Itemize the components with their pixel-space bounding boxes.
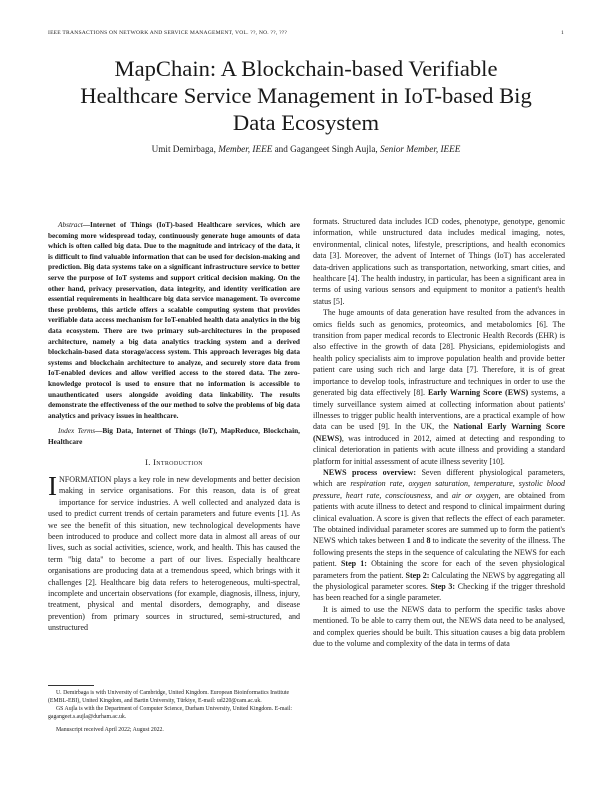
p3-text-g: Calculating the NEWS by aggregating all the physiological parameter scores. — [313, 570, 566, 591]
step-3-label: Step 3: — [430, 582, 456, 591]
footnote-author-2: GS Aujla is with the Department of Computer Science, Durham University, United Kingdom. E-mail: gagangeet.s.aujla@durham.ac.uk. — [48, 706, 292, 720]
intro-smallcaps: NFORMATION — [59, 474, 112, 484]
score-max: 8 — [426, 536, 431, 546]
index-terms-text: —Big Data, Internet of Things (IoT), MapReduce, Blockchain, Healthcare — [48, 426, 300, 446]
section-heading-introduction: I. Introduction — [145, 457, 203, 468]
right-column — [313, 216, 565, 649]
news-term: National Early Warning Score (NEWS) — [313, 422, 565, 443]
author-1-role: Member, IEEE — [218, 144, 273, 154]
p3-text-e: to indicate the severity of the illness. The following presents the steps in the sequence of calculating the NEWS for each patient. — [313, 536, 565, 569]
p3-text-c: , are obtained from patients with acute illness to detect and respond to clinical impairment during clinical evaluation. A score is given that reflects the effect of each parameter. The obtained individual parameter scores are summed up to form the patient's NEWS which takes between — [313, 490, 565, 546]
air-oxygen-italic: air or oxygen — [451, 490, 499, 500]
footnote-rule — [48, 685, 94, 686]
left-column — [48, 220, 300, 634]
abstract — [48, 220, 300, 421]
p3-text-a: Seven different physiological parameters, which are — [313, 467, 566, 489]
right-paragraph-1: formats. Structured data includes ICD codes, phenotype, genotype, genomic information, while unstructured data includes medical imaging, notes, environmental, clinical notes, lifestyle, prescriptions, and health economics data [3]. Moreover, the advent of Internet of Things (IoT) has accelerated data-driven applications such as transportation, networking, smart cities, and healthcare [4]. The health industry, in particular, has been a significant area in terms of using various sensors and equipment to monitor a patient's health status [5]. — [313, 217, 565, 306]
p3-text-d: and — [410, 536, 427, 546]
step-1-label: Step 1: — [340, 559, 367, 569]
author-joiner: and Gagangeet Singh Aujla, — [274, 144, 378, 154]
parameters-italic: respiration rate, oxygen saturation, temperature, systolic blood pressure, heart rate, consciousness, — [313, 479, 565, 500]
p2-tail-2: , was introduced in 2012, aimed at detecting and responding to clinical deterioration in patients with acute illness and providing a standard platform for initial assessment of acute illness severity [10]. — [313, 433, 565, 466]
author-1: Umit Demirbaga, — [151, 144, 216, 154]
p3-text-f: Obtaining the score for each of the seven physiological parameters from the patient. — [313, 559, 565, 580]
author-line — [60, 144, 552, 154]
index-terms — [48, 426, 300, 447]
paper-title: MapChain: A Blockchain-based Verifiable Healthcare Service Management in IoT-based Big Data Ecosystem — [80, 56, 532, 135]
footnote-author-1: U. Demirbaga is with University of Cambridge, United Kingdom. European Bioinformatics Institute (EMBL-EBI), United Kingdom, and Bartin University, Türkiye, E-mail: ud220@cam.ac.uk. — [48, 690, 290, 704]
p2-text: The huge amounts of data generation have resulted from the advances in omics fields such as genomics, proteomics, and metabolomics [6]. The transition from paper medical records to Electronic Health Records (EHR) is also effective in the growth of data [28]. Physicians, epidemiologists and health policy specialists aim to improve population health and provide better patient care using such rich and large data [7]. Therefore, it is of great importance to develop tools, infrastructure and techniques in order to use the generated big data effectively [8]. — [313, 308, 565, 398]
manuscript-note: Manuscript received April 2022; August 2022. — [56, 727, 164, 733]
p3-text-b: and — [432, 490, 452, 500]
abstract-lead: Abstract — [58, 220, 83, 229]
abstract-text: —Internet of Things (IoT)-based Healthcare services, which are becoming more widespread today, continuously generate huge amounts of data which is often called big data. Due to the magnitude and intricacy of the data, it is difficult to find valuable information that can be used for decision-making and prediction. Big data systems take on a significant infrastructure service to better serve the purpose of IoT systems and support critical decision making. On the other hand, privacy preservation, data integrity, and identity verification are essential requirements in healthcare big data service management. To overcome these problems, this article offers a scalable computing system that provides verifiable data access mechanism for IoT-enabled health data analytics in the big data ecosystem. There are two primary sub-architectures in the proposed architecture, namely a big data analytics tracking system and a derived blockchain-based data storage/access system. This approach leverages big data systems and blockchain architecture to analyze, and securely store data from IoT-enabled devices and allow verified access to the stored data. The zero-knowledge protocol is used to ensure that no information is accessible to unauthenticated users alongside avoiding data linkability. The results demonstrate the effectiveness of the our method to solve the problems of big data analytics and privacy issues in healthcare. — [48, 220, 300, 420]
running-header — [48, 30, 564, 40]
p3-text-h: Checking if the trigger threshold has been reached for a single parameter. — [313, 582, 565, 603]
page-number: 1 — [561, 30, 564, 36]
right-paragraph-2 — [313, 307, 565, 467]
right-paragraph-3 — [313, 467, 565, 604]
journal-running-title: IEEE TRANSACTIONS ON NETWORK AND SERVICE MANAGEMENT, VOL. ??, NO. ??, ??? — [48, 30, 288, 36]
introduction-paragraph — [48, 470, 300, 634]
ews-term: Early Warning Score (EWS) — [427, 388, 529, 398]
index-terms-lead: Index Terms — [58, 426, 96, 436]
footnotes — [48, 685, 300, 734]
step-2-label: Step 2: — [405, 570, 430, 580]
score-min: 1 — [406, 536, 411, 546]
news-process-heading: NEWS process overview: — [323, 467, 416, 477]
intro-text: plays a key role in new developments and better decision making in service organisations. For this reason, data is of great importance for service industries. A well collected and analyzed data is used to predict current trends of certain parameters and future events [1]. As we see the benefit of this situation, new technological developments have been introduced to produce and collect more data in almost all areas of our lives, such as social activities, science, work, and health. This has caused the term "big data" to become a part of our lives. Especially healthcare organisations are producing data at a tremendous speed, which brings with it challenges [2]. Healthcare big data refers to heterogeneous, multi-spectral, incomplete and uncertain observations (for example, diagnosis, illness, injury, treatment, physical and mental disorders, demography, and disease prevention) from primary sources in structured, semi-structured, and unstructured — [48, 474, 300, 633]
p2-tail: systems, a timely surveillance system aimed at collecting information about patients' illnesses to trigger public health interventions, are a practical example of how data can be used [9]. In the UK, the — [313, 388, 566, 432]
author-2-role: Senior Member, IEEE — [380, 144, 461, 154]
right-paragraph-4: It is aimed to use the NEWS data to perform the specific tasks above mentioned. To be able to carry them out, the NEWS data need to be analysed, and complex queries should be built. This situation causes a big data problem due to the volume and complexity of the data in terms of data — [313, 604, 565, 649]
drop-cap: I — [48, 470, 57, 501]
